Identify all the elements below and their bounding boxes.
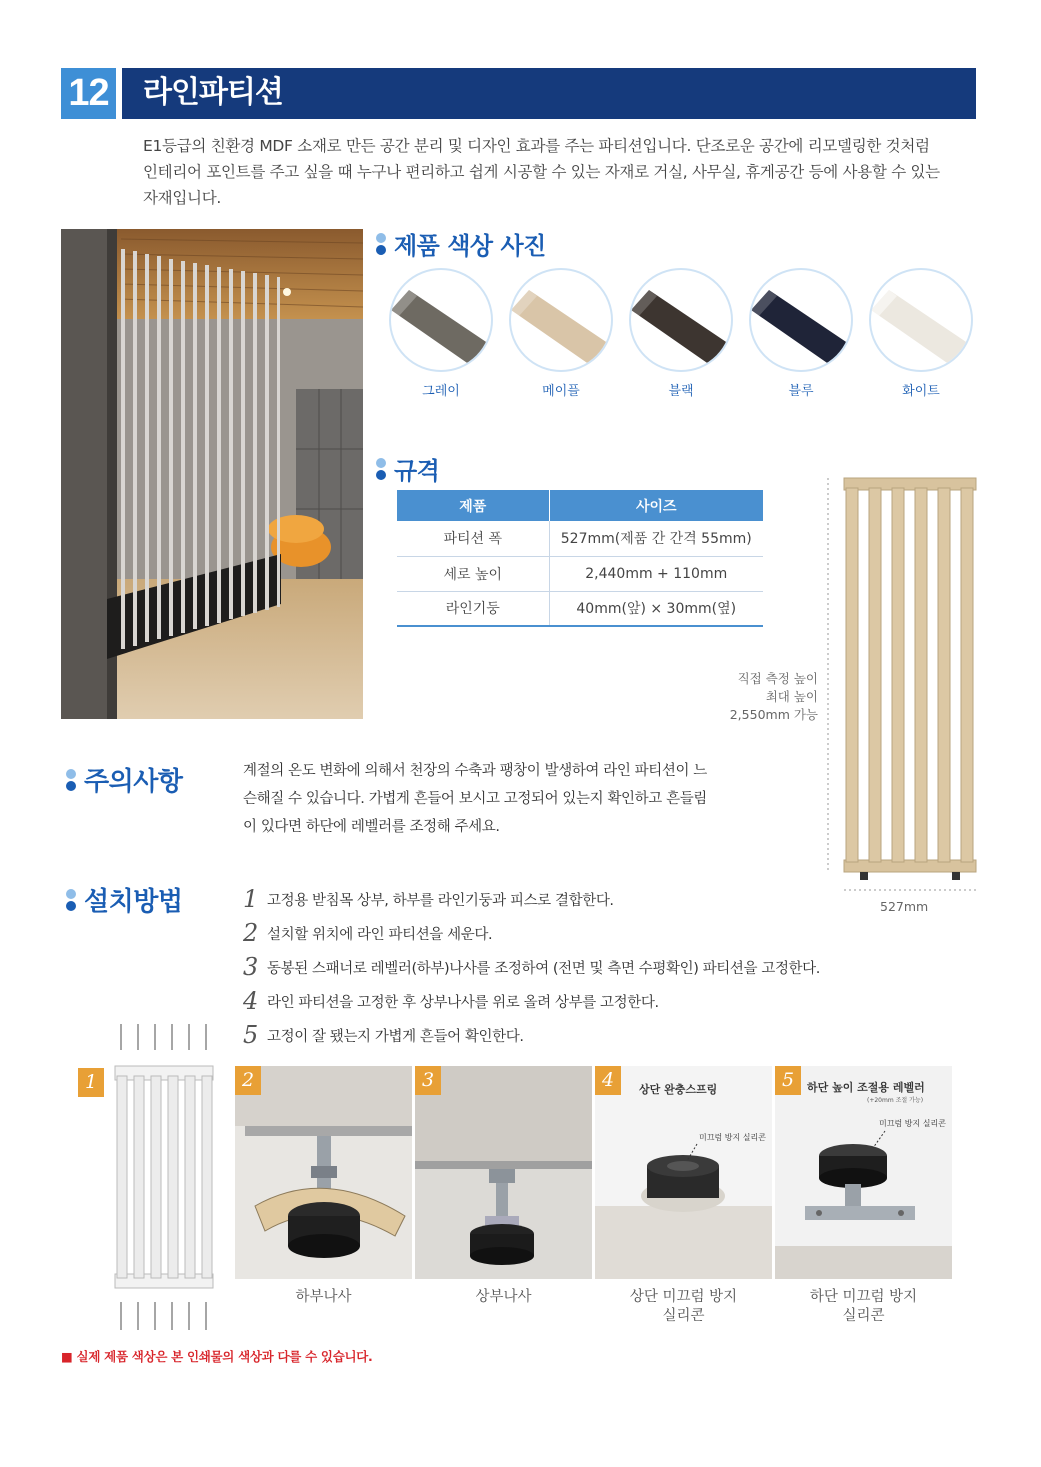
install-heading-text: 설치방법 [84, 887, 183, 917]
bullet-icon [376, 233, 386, 255]
inner-sub: (+20mm 조절 가능) [867, 1097, 924, 1104]
upper-spring-photo [595, 1066, 772, 1279]
swatch-label: 블랙 [668, 384, 694, 399]
partition-diagram [822, 472, 982, 892]
step-item [243, 882, 843, 916]
step-tag: 2 [235, 1066, 261, 1095]
height-note-line: 2,550mm 가능 [729, 707, 818, 722]
step-text: 설치할 위치에 라인 파티션을 세운다. [267, 926, 493, 943]
caption-line: 하부나사 [295, 1289, 352, 1305]
table-row [397, 521, 763, 556]
inner-label: 미끄럼 방지 실리콘 [879, 1119, 946, 1128]
photo-caption [415, 1288, 592, 1307]
caution-line: 이 있다면 하단에 레벨러를 조정해 주세요. [243, 819, 500, 835]
bullet-icon [376, 458, 386, 480]
intro-line: 자재입니다. [143, 189, 221, 207]
step-number: 2 [243, 919, 258, 947]
install-photo-2 [235, 1066, 412, 1279]
swatch-label: 화이트 [902, 384, 940, 399]
bullet-icon [66, 889, 76, 911]
swatch-label: 블루 [788, 384, 814, 399]
inner-title: 하단 높이 조절용 레벨러 [807, 1081, 925, 1094]
intro-line: E1등급의 친환경 MDF 소재로 만든 공간 분리 및 디자인 효과를 주는 파티션입니다. 단조로운 공간에 리모델링한 것처럼 [143, 137, 930, 155]
colors-heading-text: 제품 색상 사진 [394, 232, 546, 260]
step-tag: 4 [595, 1066, 621, 1095]
step-item [243, 984, 843, 1018]
intro-paragraph [143, 133, 978, 211]
step-text: 고정이 잘 됐는지 가볍게 흔들어 확인한다. [267, 1028, 524, 1045]
caption-line: 상부나사 [475, 1289, 532, 1305]
height-note [700, 670, 818, 724]
partition-drawing [822, 472, 982, 892]
caption-line: 상단 미끄럼 방지 [629, 1289, 738, 1305]
step-number: 4 [243, 987, 258, 1015]
step-item [243, 1018, 843, 1052]
swatch-image [871, 270, 971, 370]
swatch-image [511, 270, 611, 370]
swatch-gray [389, 268, 493, 372]
step-item [243, 950, 843, 984]
inner-title: 상단 완충스프링 [639, 1083, 718, 1096]
caution-line: 슨해질 수 있습니다. 가볍게 흔들어 보시고 고정되어 있는지 확인하고 흔들림 [243, 791, 707, 807]
caution-heading [66, 761, 182, 798]
table-cell: 파티션 폭 [397, 521, 549, 556]
swatch-label: 그레이 [422, 384, 460, 399]
table-header-row [397, 490, 763, 521]
step-text: 동봉된 스패너로 레벨러(하부)나사를 조정하여 (전면 및 측면 수평확인) 파티션을 고정한다. [267, 960, 820, 977]
section-number: 12 [61, 68, 116, 119]
caption-line: 하단 미끄럼 방지 [809, 1289, 918, 1305]
color-disclaimer: ■ 실제 제품 색상은 본 인쇄물의 색상과 다를 수 있습니다. [61, 1349, 373, 1364]
table-row [397, 591, 763, 626]
swatch-image [391, 270, 491, 370]
colors-heading [376, 226, 546, 261]
table-cell: 40mm(앞) × 30mm(옆) [549, 591, 763, 626]
table-cell: 라인기둥 [397, 591, 549, 626]
spec-heading [376, 451, 439, 486]
install-photo-3 [415, 1066, 592, 1279]
swatch-white [869, 268, 973, 372]
step-text: 라인 파티션을 고정한 후 상부나사를 위로 올려 상부를 고정한다. [267, 994, 659, 1011]
step-tag: 1 [78, 1068, 104, 1097]
spec-table [397, 490, 763, 627]
column-header: 사이즈 [549, 490, 763, 521]
step-tag: 3 [415, 1066, 441, 1095]
intro-line: 인테리어 포인트를 주고 싶을 때 누구나 편리하고 쉽게 시공할 수 있는 자재로 거실, 사무실, 휴게공간 등에 사용할 수 있는 [143, 163, 940, 181]
table-cell: 2,440mm + 110mm [549, 556, 763, 591]
photo-caption [775, 1288, 952, 1326]
install-steps [243, 882, 843, 1052]
page-title: 라인파티션 [143, 75, 283, 110]
step-number: 5 [243, 1021, 258, 1049]
step-tag: 5 [775, 1066, 801, 1095]
leveler-photo [235, 1066, 412, 1279]
step-text: 고정용 받침목 상부, 하부를 라인기둥과 피스로 결합한다. [267, 892, 614, 909]
swatch-image [751, 270, 851, 370]
step-number: 1 [243, 885, 258, 913]
height-note-line: 최대 높이 [765, 689, 818, 704]
header-separator [116, 68, 122, 119]
table-row [397, 556, 763, 591]
swatch-blue [749, 268, 853, 372]
swatch-label: 메이플 [542, 384, 580, 399]
column-header: 제품 [397, 490, 549, 521]
width-label: 527mm [880, 899, 929, 914]
table-cell: 527mm(제품 간 간격 55mm) [549, 521, 763, 556]
spec-heading-text: 규격 [394, 457, 440, 485]
swatch-black [629, 268, 733, 372]
caution-heading-text: 주의사항 [84, 767, 183, 797]
height-note-line: 직접 측정 높이 [737, 671, 818, 686]
lower-leveler-photo [775, 1066, 952, 1279]
room-photo-illustration [61, 229, 363, 719]
install-photo-5 [775, 1066, 952, 1279]
install-diagram-1 [78, 1020, 228, 1335]
bullet-icon [66, 769, 76, 791]
upper-screw-photo [415, 1066, 592, 1279]
table-cell: 세로 높이 [397, 556, 549, 591]
install-heading [66, 881, 182, 918]
photo-caption [595, 1288, 772, 1326]
install-photo-4 [595, 1066, 772, 1279]
photo-caption [235, 1288, 412, 1307]
caution-line: 계절의 온도 변화에 의해서 천장의 수축과 팽창이 발생하여 라인 파티션이 느 [243, 763, 707, 779]
room-photo [61, 229, 363, 719]
caption-line: 실리콘 [842, 1308, 885, 1324]
swatch-maple [509, 268, 613, 372]
caption-line: 실리콘 [662, 1308, 705, 1324]
caution-paragraph [243, 757, 713, 841]
swatch-image [631, 270, 731, 370]
step-number: 3 [243, 953, 258, 981]
inner-label: 미끄럼 방지 실리콘 [699, 1133, 766, 1142]
step-item [243, 916, 843, 950]
assembly-illustration [78, 1020, 228, 1335]
